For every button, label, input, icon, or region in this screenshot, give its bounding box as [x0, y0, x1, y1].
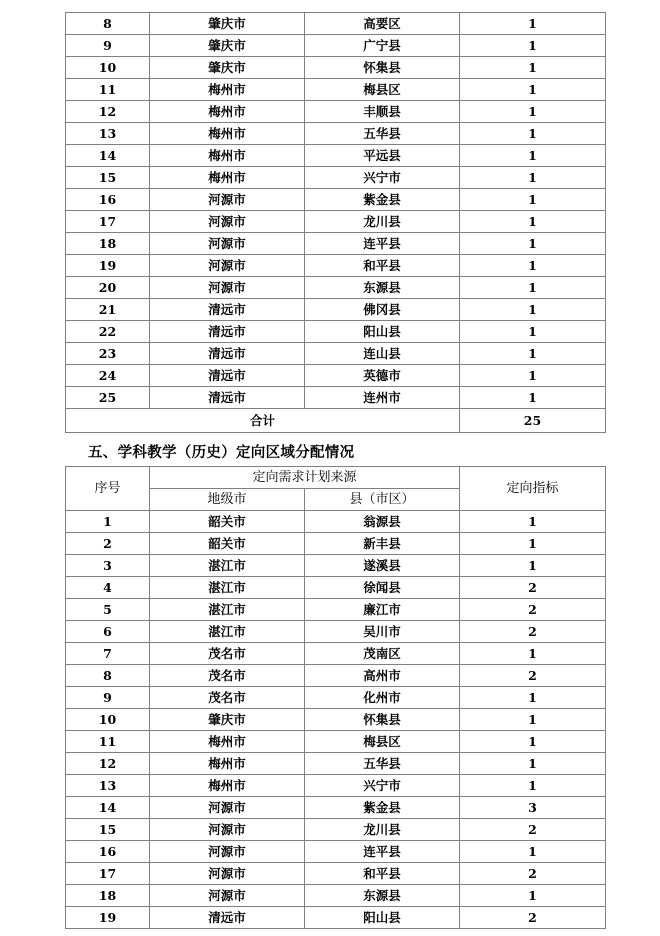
cell-city: 河源市 [150, 841, 305, 863]
cell-quota: 1 [460, 687, 606, 709]
cell-quota: 1 [460, 885, 606, 907]
cell-quota: 2 [460, 819, 606, 841]
cell-county: 怀集县 [305, 709, 460, 731]
cell-county: 和平县 [305, 255, 460, 277]
cell-quota: 1 [460, 79, 606, 101]
cell-city: 湛江市 [150, 599, 305, 621]
cell-county: 龙川县 [305, 211, 460, 233]
cell-city: 湛江市 [150, 555, 305, 577]
cell-seq: 19 [66, 907, 150, 929]
cell-seq: 9 [66, 687, 150, 709]
cell-quota: 1 [460, 255, 606, 277]
cell-seq: 8 [66, 13, 150, 35]
table-row [66, 907, 606, 929]
cell-seq: 21 [66, 299, 150, 321]
total-label: 合计 [66, 409, 460, 433]
cell-county: 紫金县 [305, 189, 460, 211]
cell-seq: 20 [66, 277, 150, 299]
cell-county: 梅县区 [305, 79, 460, 101]
history-allocation-table [65, 466, 606, 929]
cell-city: 韶关市 [150, 511, 305, 533]
cell-county: 遂溪县 [305, 555, 460, 577]
cell-city: 梅州市 [150, 123, 305, 145]
cell-seq: 5 [66, 599, 150, 621]
cell-county: 徐闻县 [305, 577, 460, 599]
header-seq: 序号 [66, 467, 150, 511]
cell-city: 梅州市 [150, 731, 305, 753]
cell-county: 高州市 [305, 665, 460, 687]
cell-quota: 1 [460, 841, 606, 863]
cell-quota: 1 [460, 277, 606, 299]
cell-seq: 11 [66, 731, 150, 753]
cell-county: 连平县 [305, 841, 460, 863]
total-row [66, 409, 606, 433]
table-row [66, 321, 606, 343]
cell-quota: 1 [460, 365, 606, 387]
table-row [66, 841, 606, 863]
header-quota: 定向指标 [460, 467, 606, 511]
cell-quota: 1 [460, 533, 606, 555]
cell-county: 紫金县 [305, 797, 460, 819]
table-row [66, 211, 606, 233]
table-row [66, 511, 606, 533]
cell-seq: 6 [66, 621, 150, 643]
table-row [66, 555, 606, 577]
cell-county: 兴宁市 [305, 775, 460, 797]
cell-quota: 1 [460, 753, 606, 775]
cell-seq: 17 [66, 863, 150, 885]
cell-county: 吴川市 [305, 621, 460, 643]
cell-seq: 16 [66, 841, 150, 863]
cell-city: 韶关市 [150, 533, 305, 555]
cell-city: 肇庆市 [150, 57, 305, 79]
header-city: 地级市 [150, 489, 305, 511]
cell-city: 梅州市 [150, 79, 305, 101]
cell-seq: 8 [66, 665, 150, 687]
table-row [66, 797, 606, 819]
cell-county: 化州市 [305, 687, 460, 709]
cell-seq: 15 [66, 167, 150, 189]
table-row [66, 101, 606, 123]
cell-quota: 2 [460, 907, 606, 929]
cell-county: 佛冈县 [305, 299, 460, 321]
cell-quota: 2 [460, 863, 606, 885]
cell-county: 高要区 [305, 13, 460, 35]
table-row [66, 643, 606, 665]
cell-city: 茂名市 [150, 665, 305, 687]
cell-county: 茂南区 [305, 643, 460, 665]
cell-city: 肇庆市 [150, 709, 305, 731]
cell-seq: 3 [66, 555, 150, 577]
cell-city: 湛江市 [150, 577, 305, 599]
table-row [66, 665, 606, 687]
cell-county: 平远县 [305, 145, 460, 167]
table1-body [66, 13, 606, 409]
cell-quota: 1 [460, 387, 606, 409]
cell-quota: 1 [460, 555, 606, 577]
table-row [66, 79, 606, 101]
cell-city: 清远市 [150, 387, 305, 409]
table-row [66, 819, 606, 841]
table-row [66, 775, 606, 797]
cell-seq: 12 [66, 101, 150, 123]
cell-county: 梅县区 [305, 731, 460, 753]
table-row [66, 709, 606, 731]
table-row [66, 731, 606, 753]
cell-county: 连平县 [305, 233, 460, 255]
cell-seq: 13 [66, 123, 150, 145]
table-row [66, 189, 606, 211]
table-row [66, 123, 606, 145]
table2-header [66, 467, 606, 511]
cell-seq: 1 [66, 511, 150, 533]
cell-city: 梅州市 [150, 145, 305, 167]
cell-seq: 2 [66, 533, 150, 555]
table-row [66, 233, 606, 255]
cell-quota: 1 [460, 709, 606, 731]
cell-county: 阳山县 [305, 321, 460, 343]
cell-county: 东源县 [305, 885, 460, 907]
cell-city: 清远市 [150, 343, 305, 365]
cell-city: 清远市 [150, 365, 305, 387]
cell-city: 肇庆市 [150, 13, 305, 35]
cell-seq: 13 [66, 775, 150, 797]
cell-quota: 1 [460, 35, 606, 57]
cell-city: 河源市 [150, 233, 305, 255]
cell-county: 广宁县 [305, 35, 460, 57]
cell-county: 东源县 [305, 277, 460, 299]
total-value: 25 [460, 409, 606, 433]
table2-body [66, 511, 606, 929]
cell-county: 兴宁市 [305, 167, 460, 189]
cell-quota: 1 [460, 511, 606, 533]
cell-quota: 1 [460, 211, 606, 233]
cell-county: 丰顺县 [305, 101, 460, 123]
cell-quota: 1 [460, 57, 606, 79]
cell-quota: 1 [460, 643, 606, 665]
cell-quota: 1 [460, 145, 606, 167]
cell-seq: 18 [66, 885, 150, 907]
cell-quota: 1 [460, 343, 606, 365]
header-row-1 [66, 467, 606, 489]
table-row [66, 57, 606, 79]
section-heading-5: 五、学科教学（历史）定向区域分配情况 [88, 444, 355, 461]
table1-container [65, 12, 606, 433]
cell-seq: 10 [66, 57, 150, 79]
cell-quota: 2 [460, 621, 606, 643]
cell-county: 和平县 [305, 863, 460, 885]
cell-quota: 1 [460, 233, 606, 255]
table-row [66, 753, 606, 775]
cell-city: 河源市 [150, 819, 305, 841]
cell-county: 廉江市 [305, 599, 460, 621]
table-row [66, 533, 606, 555]
cell-seq: 12 [66, 753, 150, 775]
table-row [66, 13, 606, 35]
table-row [66, 599, 606, 621]
cell-city: 梅州市 [150, 775, 305, 797]
cell-seq: 14 [66, 797, 150, 819]
cell-quota: 1 [460, 101, 606, 123]
cell-city: 茂名市 [150, 687, 305, 709]
cell-city: 茂名市 [150, 643, 305, 665]
cell-quota: 1 [460, 731, 606, 753]
cell-city: 河源市 [150, 885, 305, 907]
cell-quota: 2 [460, 665, 606, 687]
cell-city: 清远市 [150, 321, 305, 343]
cell-quota: 1 [460, 123, 606, 145]
header-source-group: 定向需求计划来源 [150, 467, 460, 489]
cell-quota: 3 [460, 797, 606, 819]
table-row [66, 277, 606, 299]
table-row [66, 365, 606, 387]
cell-seq: 15 [66, 819, 150, 841]
cell-seq: 22 [66, 321, 150, 343]
cell-county: 阳山县 [305, 907, 460, 929]
cell-city: 湛江市 [150, 621, 305, 643]
cell-city: 河源市 [150, 211, 305, 233]
cell-city: 梅州市 [150, 101, 305, 123]
cell-quota: 1 [460, 13, 606, 35]
cell-city: 河源市 [150, 189, 305, 211]
cell-quota: 1 [460, 775, 606, 797]
cell-seq: 17 [66, 211, 150, 233]
table-row [66, 167, 606, 189]
table-row [66, 687, 606, 709]
cell-county: 连州市 [305, 387, 460, 409]
table2-container [65, 466, 606, 929]
table1-footer [66, 409, 606, 433]
cell-seq: 18 [66, 233, 150, 255]
table-row [66, 299, 606, 321]
table-row [66, 35, 606, 57]
cell-county: 翁源县 [305, 511, 460, 533]
cell-quota: 1 [460, 321, 606, 343]
cell-quota: 2 [460, 599, 606, 621]
cell-seq: 23 [66, 343, 150, 365]
cell-city: 清远市 [150, 907, 305, 929]
cell-county: 怀集县 [305, 57, 460, 79]
table-row [66, 863, 606, 885]
cell-city: 梅州市 [150, 753, 305, 775]
cell-city: 梅州市 [150, 167, 305, 189]
cell-seq: 7 [66, 643, 150, 665]
cell-seq: 14 [66, 145, 150, 167]
cell-seq: 24 [66, 365, 150, 387]
table-row [66, 343, 606, 365]
cell-seq: 16 [66, 189, 150, 211]
cell-quota: 2 [460, 577, 606, 599]
header-county: 县（市区） [305, 489, 460, 511]
table-row [66, 885, 606, 907]
cell-city: 河源市 [150, 863, 305, 885]
cell-quota: 1 [460, 167, 606, 189]
cell-city: 河源市 [150, 255, 305, 277]
cell-county: 新丰县 [305, 533, 460, 555]
table-row [66, 621, 606, 643]
cell-seq: 10 [66, 709, 150, 731]
cell-city: 河源市 [150, 797, 305, 819]
table-row [66, 577, 606, 599]
cell-city: 清远市 [150, 299, 305, 321]
allocation-table-continued [65, 12, 606, 433]
table-row [66, 255, 606, 277]
cell-county: 五华县 [305, 123, 460, 145]
cell-seq: 25 [66, 387, 150, 409]
cell-quota: 1 [460, 299, 606, 321]
table-row [66, 387, 606, 409]
cell-seq: 19 [66, 255, 150, 277]
cell-county: 五华县 [305, 753, 460, 775]
cell-seq: 4 [66, 577, 150, 599]
cell-county: 龙川县 [305, 819, 460, 841]
table-row [66, 145, 606, 167]
cell-seq: 11 [66, 79, 150, 101]
cell-county: 连山县 [305, 343, 460, 365]
cell-city: 河源市 [150, 277, 305, 299]
cell-county: 英德市 [305, 365, 460, 387]
cell-quota: 1 [460, 189, 606, 211]
cell-seq: 9 [66, 35, 150, 57]
cell-city: 肇庆市 [150, 35, 305, 57]
